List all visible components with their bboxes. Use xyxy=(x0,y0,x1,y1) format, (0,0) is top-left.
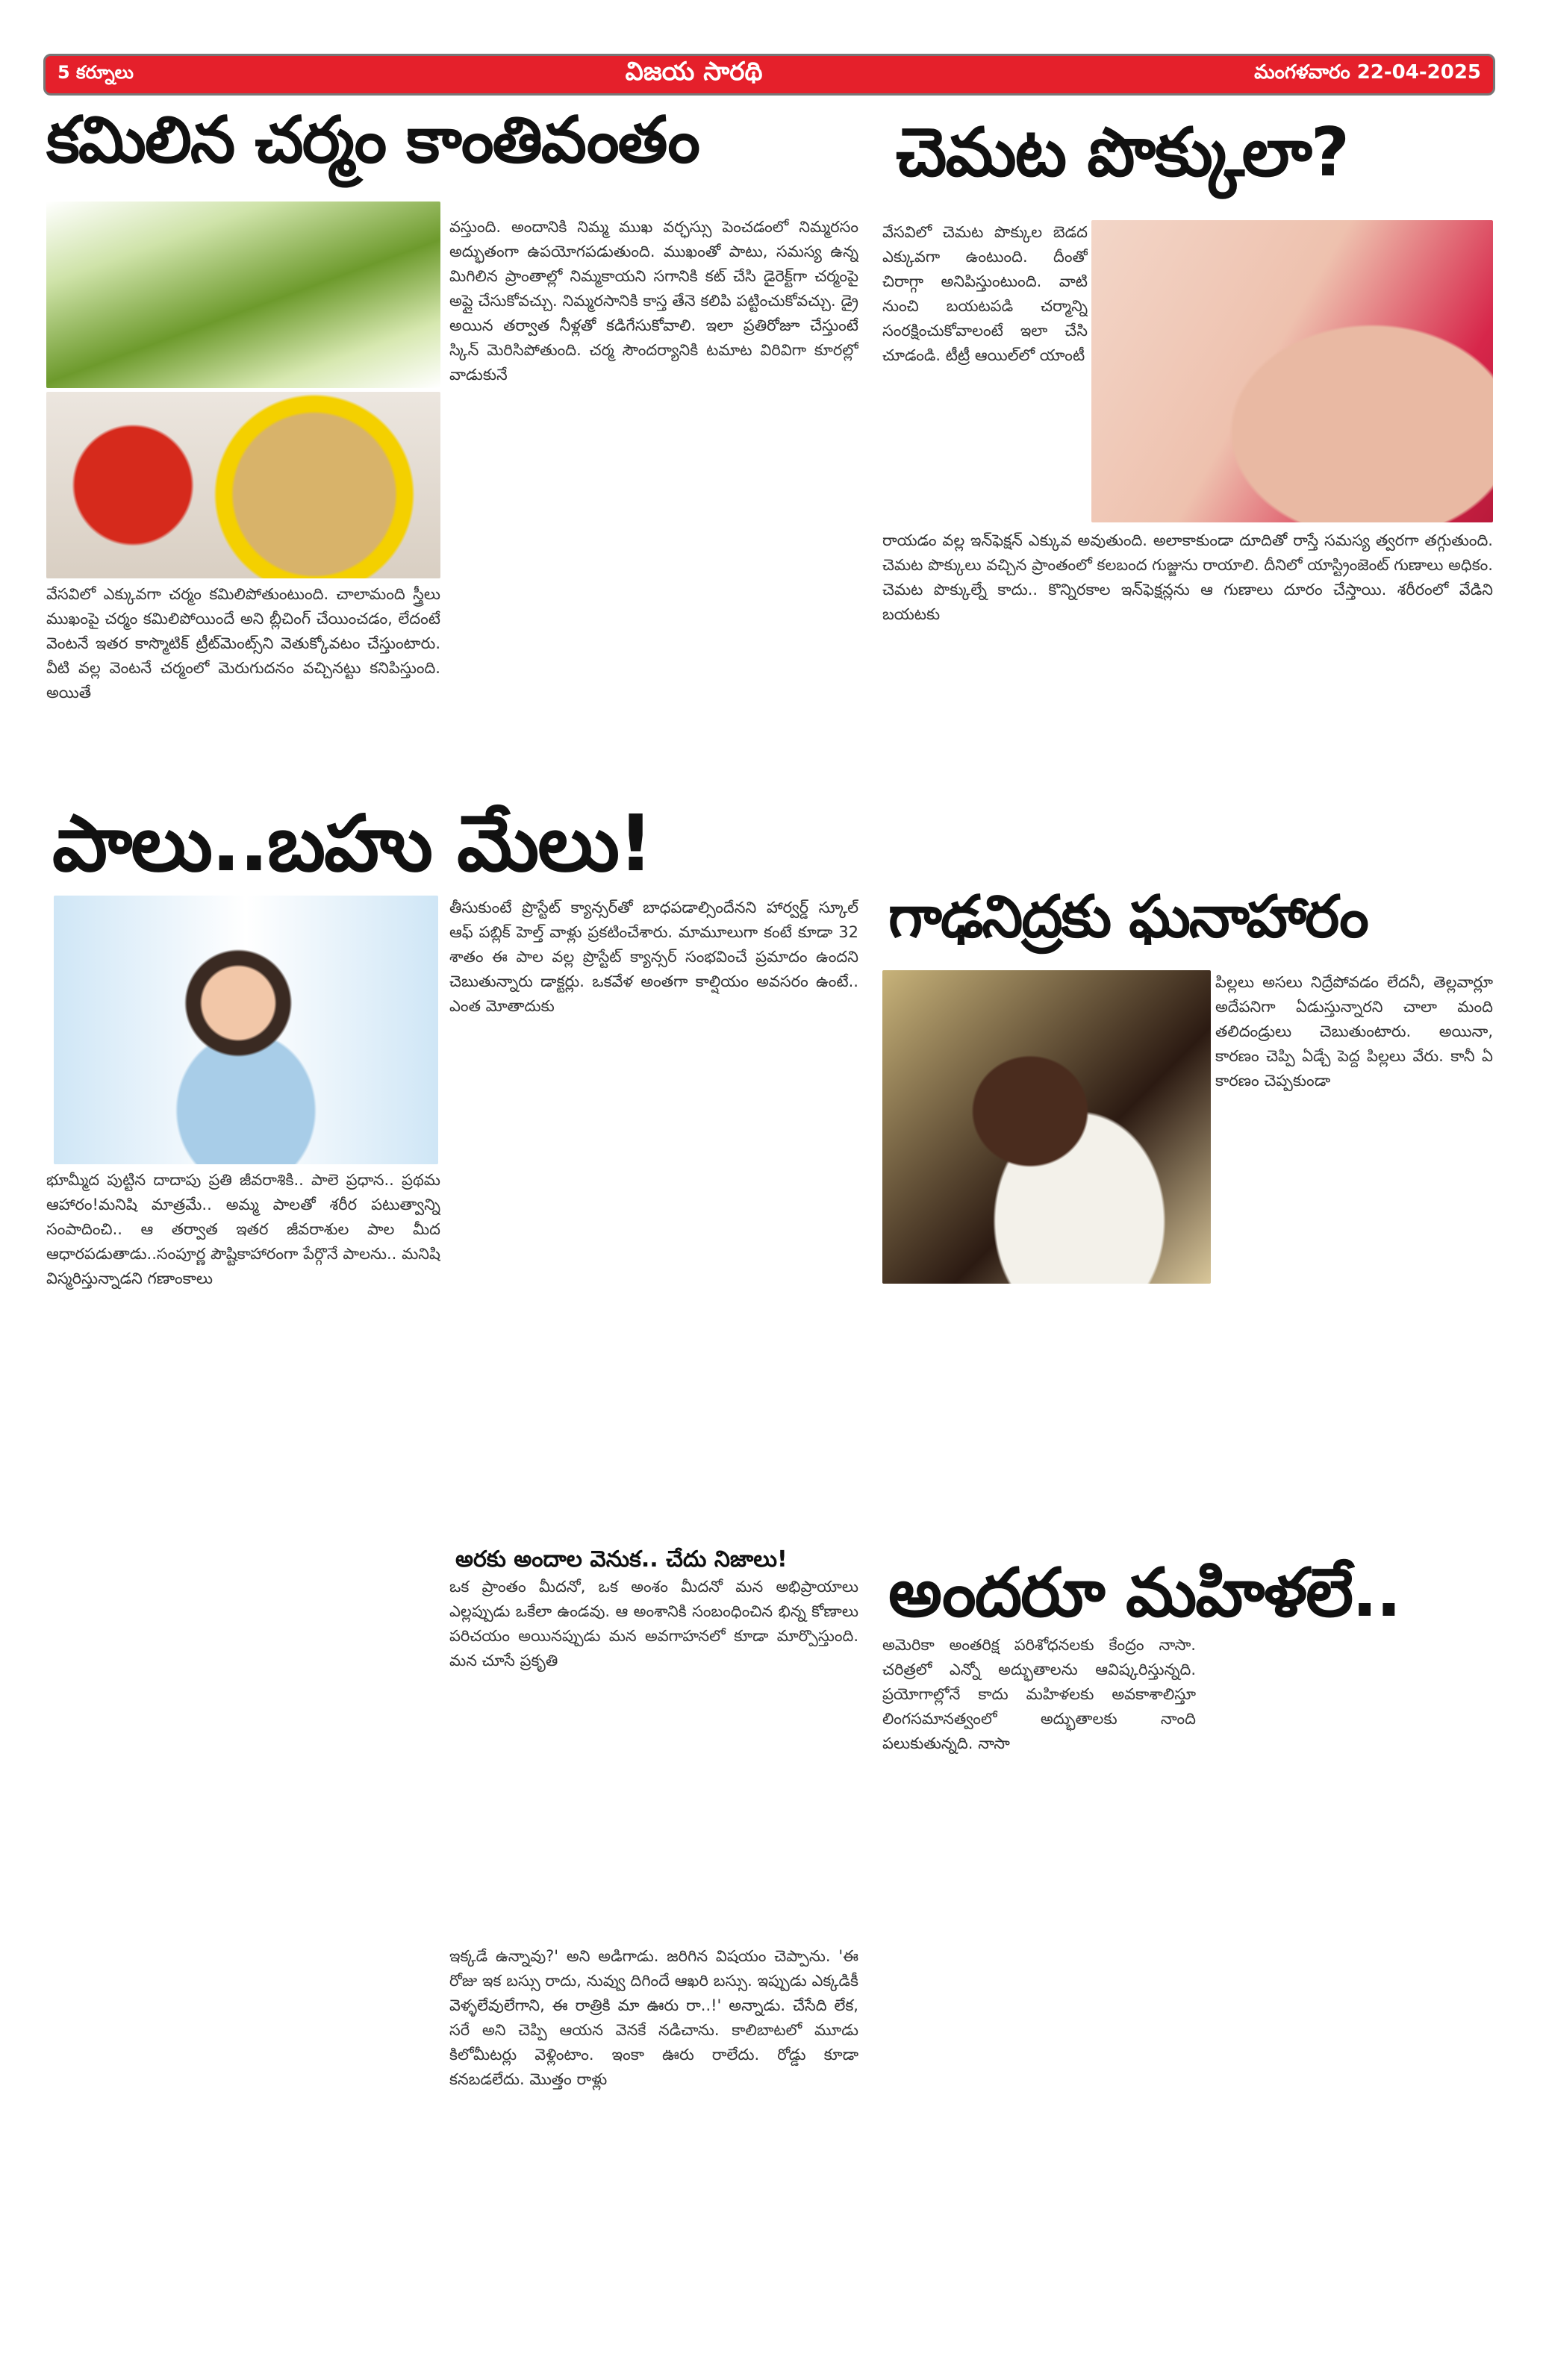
article-skin-body-mid: వస్తుంది. అందానికి నిమ్మ ముఖ వర్ఛస్సు పెంచడంలో నిమ్మరసం అద్భుతంగా ఉపయోగపడుతుంది. ముఖంతో పాటు, సమస్య ఉన్న మిగిలిన ప్రాంతాల్లో నిమ్మకాయని సగానికి కట్ చేసి డైరెక్ట్‌గా చర్మంపై అప్లై చేసుకోవచ్చు. నిమ్మరసానికి కాస్త తేనె కలిపి పట్టించుకోవచ్చు. డ్రై అయిన తర్వాత నీళ్లతో కడిగేసుకోవాలి. ఇలా ప్రతిరోజూ చేస్తుంటే స్కిన్ మెరిసిపోతుంది. చర్మ సౌందర్యానికి టమాట విరివిగా కూరల్లో వాడుకునే xyxy=(449,218,858,384)
headline-skin: కమిలిన చర్మం కాంతివంతం xyxy=(46,103,699,178)
girl-drinking-milk-photo xyxy=(54,896,438,1164)
tomato-potato-photo xyxy=(46,392,440,578)
headline-sleep: గాఢనిద్రకు ఘనాహారం xyxy=(888,884,1368,951)
aloe-vera-photo xyxy=(46,202,440,388)
article-araku-body: ఒక ప్రాంతం మీదనో, ఒక అంశం మీదనో మన అభిప్రాయాలు ఎల్లప్పుడు ఒకేలా ఉండవు. ఆ అంశానికి సంబంధించిన భిన్న కోణాలు పరిచయం అయినప్పుడు మన అవగాహనలో కూడా మార్పొస్తుంది. మన చూసే ప్రకృతి xyxy=(449,1578,858,1670)
headline-milk: పాలు..బహు మేలు! xyxy=(52,798,652,889)
headline-women: అందరూ మహిళలే.. xyxy=(888,1554,1400,1632)
page-number-edition: 5 కర్నూలు xyxy=(57,62,134,83)
sleeping-baby-photo xyxy=(882,970,1211,1284)
article-milk-body-mid: తీసుకుంటే ప్రొస్టేట్ క్యాన్సర్‌తో బాధపడాల్సిందేనని హార్వర్డ్ స్కూల్ ఆఫ్ పబ్లిక్ హెల్త్ వాళ్లు ప్రకటించేశారు. మామూలుగా కంటే కూడా 32 శాతం ఈ పాల వల్ల ప్రొస్టేట్ క్యాన్సర్ సంభవించే ప్రమాదం ఉందని చెబుతున్నారు డాక్టర్లు. ఒకవేళ అంతగా కాల్షియం అవసరం ఉంటే.. ఎంత మోతాదుకు xyxy=(449,899,858,1015)
article-women-body: అమెరికా అంతరిక్ష పరిశోధనలకు కేంద్రం నాసా. చరిత్రలో ఎన్నో అద్భుతాలను ఆవిష్కరిస్తున్నది. ప్రయోగాల్లోనే కాదు మహిళలకు అవకాశాలిస్తూ లింగసమానత్వంలో అద్భుతాలకు నాంది పలుకుతున్నది. నాసా xyxy=(882,1636,1196,1752)
article-milk-body-left: భూమ్మీద పుట్టిన దాదాపు ప్రతి జీవరాశికి.. పాలె ప్రధాన.. ప్రథమ ఆహారం!మనిషి మాత్రమే.. అమ్మ పాలతో శరీర పటుత్వాన్ని సంపాదించి.. ఆ తర్వాత ఇతర జీవరాశుల పాల మీద ఆధారపడుతాడు..సంపూర్ణ పౌష్టికాహారంగా పేర్గొనే పాలను.. మనిషి విస్మరిస్తున్నాడని గణాంకాలు xyxy=(46,1171,440,1287)
newspaper-name: విజయ సారథి xyxy=(625,57,763,87)
article-sweat-body-bottom: రాయడం వల్ల ఇన్‌ఫెక్షన్ ఎక్కువ అవుతుంది. అలాకాకుండా దూదితో రాస్తే సమస్య త్వరగా తగ్గుతుంది. చెమట పొక్కులు వచ్చిన ప్రాంతంలో కలబంద గుజ్జును రాయాలి. దీనిలో యాస్ట్రింజెంట్ గుణాలు అధికం. చెమట పొక్కుల్నే కాదు.. కొన్నిరకాల ఇన్‌ఫెక్షన్లను ఆ గుణాలు దూరం చేస్తాయి. శరీరంలో వేడిని బయటకు xyxy=(882,531,1493,623)
article-araku-body-continued: ఇక్కడే ఉన్నావు?' అని అడిగాడు. జరిగిన విషయం చెప్పాను. 'ఈ రోజు ఇక బస్సు రాదు, నువ్వు దిగిందే ఆఖరి బస్సు. ఇప్పుడు ఎక్కడికీ వెళ్ళలేవులేగాని, ఈ రాత్రికి మా ఊరు రా..!' అన్నాడు. చేసేది లేక, సరే అని చెప్పి ఆయన వెనకే నడిచాను. కాలిబాటలో మూడు కిలోమీటర్లు వెళ్లింటాం. ఇంకా ఊరు రాలేదు. రోడ్డు కూడా కనబడలేదు. మొత్తం రాళ్లు xyxy=(449,1947,858,2088)
headline-sweat: చెమట పొక్కులా? xyxy=(896,113,1349,192)
subheading-araku: అరకు అందాల వెనుక.. చేదు నిజాలు! xyxy=(455,1546,788,1572)
issue-date: మంగళవారం 22-04-2025 xyxy=(1254,61,1481,84)
article-sleep-body: పిల్లలు అసలు నిద్రేపోవడం లేదనీ, తెల్లవార్లూ అదేపనిగా ఏడుస్తున్నారని చాలా మంది తలిదండ్రులు చెబుతుంటారు. అయినా, కారణం చెప్పి ఏడ్చే పెద్ద పిల్లలు వేరు. కానీ ఏ కారణం చెప్పకుండా xyxy=(1215,973,1493,1090)
article-skin-body-left: వేసవిలో ఎక్కువగా చర్మం కమిలిపోతుంటుంది. చాలామంది స్త్రీలు ముఖంపై చర్మం కమిలిపోయిందే అని బ్లీచింగ్ చేయించడం, లేదంటే వెంటనే ఇతర కాస్మొటిక్ ట్రీట్‌మెంట్స్‌ని వెతుక్కోవటం చేస్తుంటారు. వీటి వల్ల వెంటనే చర్మంలో మెరుగుదనం వచ్చినట్టు కనిపిస్తుంది. అయితే xyxy=(46,585,440,702)
article-sweat-body-top: వేసవిలో చెమట పొక్కుల బెడద ఎక్కువగా ఉంటుంది. దీంతో చిరాగ్గా అనిపిస్తుంటుంది. వాటి నుంచి బయటపడి చర్మాన్ని సంరక్షించుకోవాలంటే ఇలా చేసి చూడండి. టీట్రీ ఆయిల్‌లో యాంటీ xyxy=(882,223,1088,364)
masthead-bar xyxy=(43,54,1495,96)
skin-rash-photo xyxy=(1091,220,1493,522)
